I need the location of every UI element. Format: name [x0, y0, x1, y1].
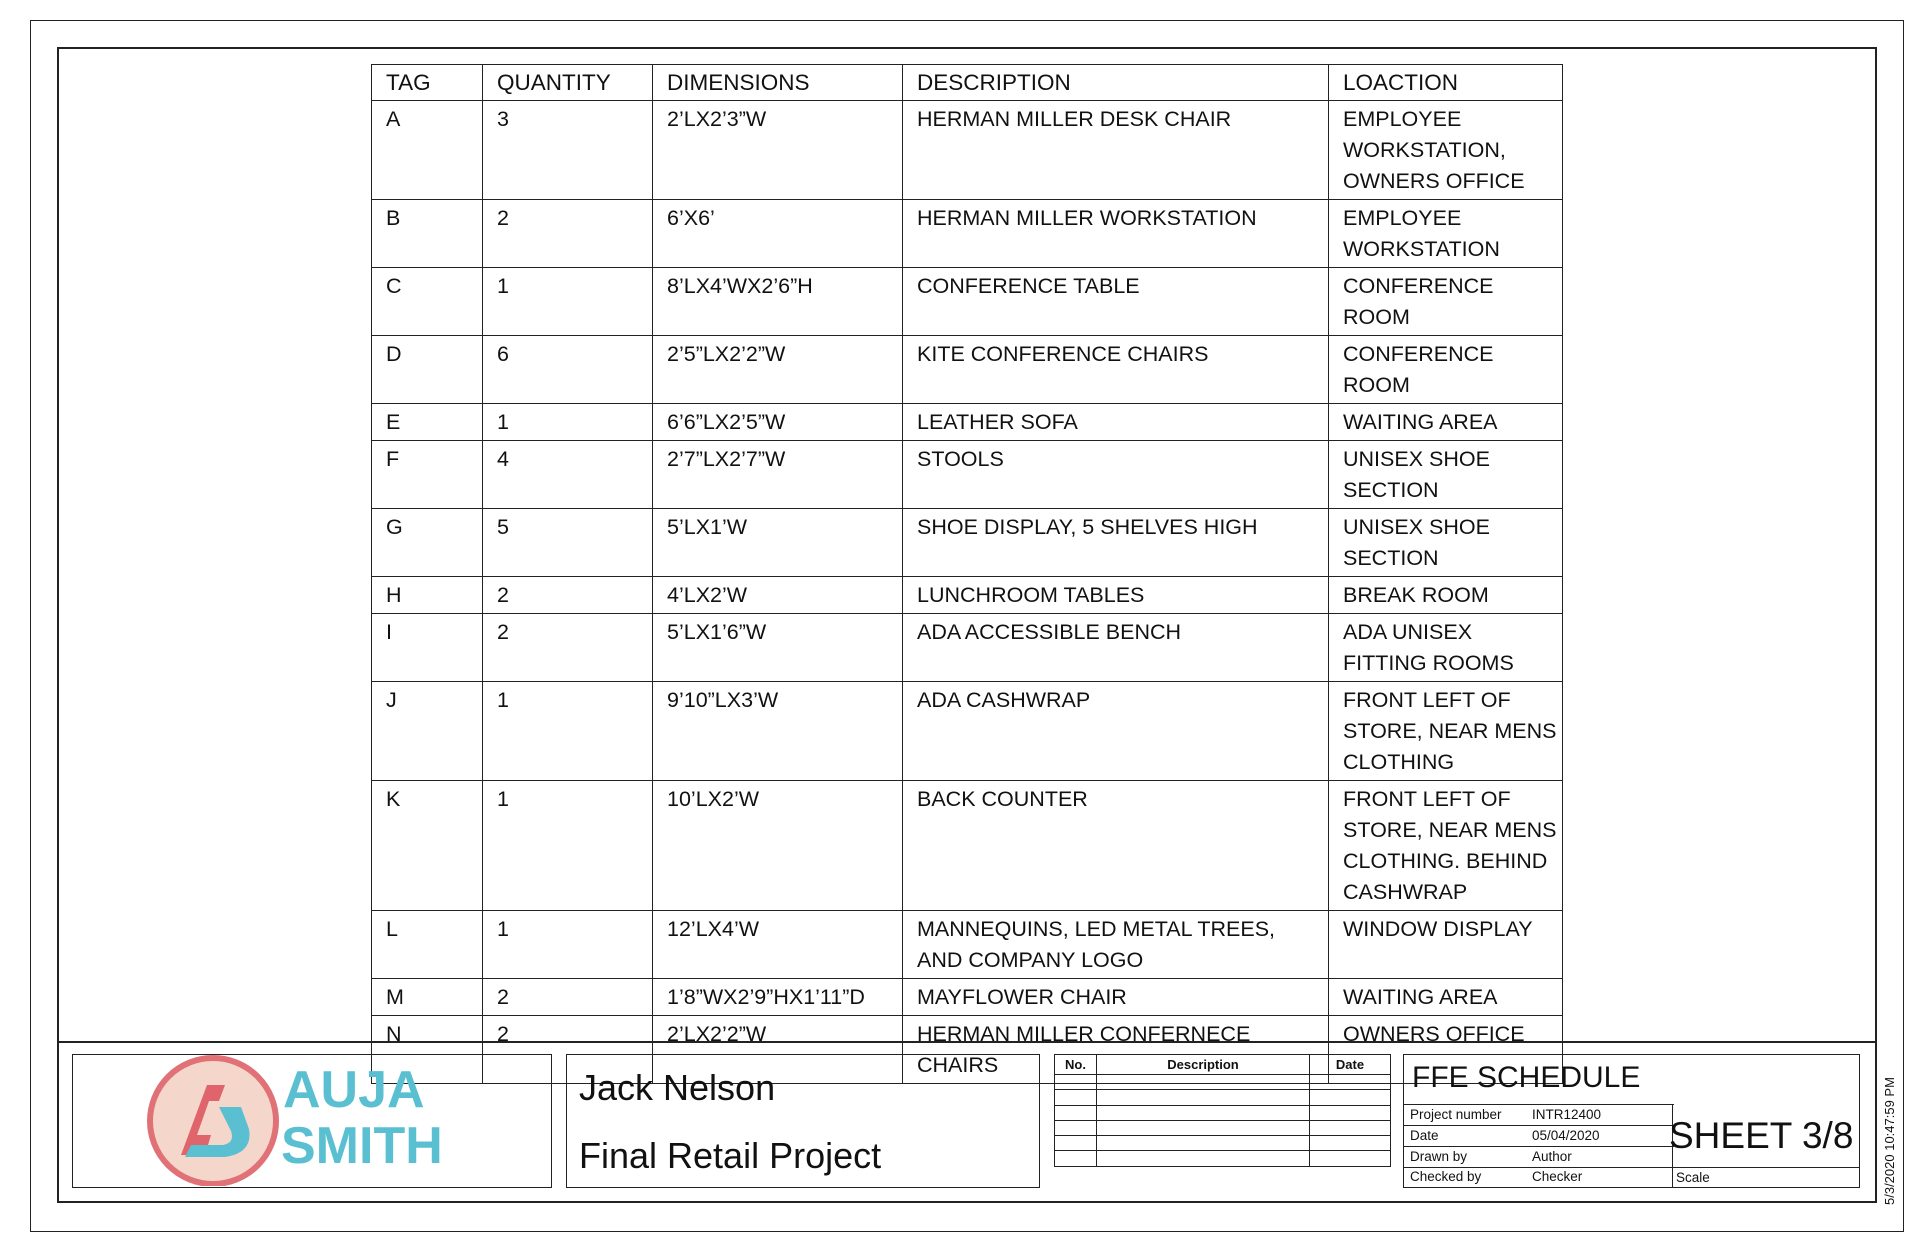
cell-quantity: 2 — [483, 614, 653, 682]
cell-description: MANNEQUINS, LED METAL TREES, AND COMPANY LOGO — [903, 911, 1329, 979]
cell-quantity: 1 — [483, 911, 653, 979]
cell-dimensions: 10’LX2’W — [653, 781, 903, 911]
cell-dimensions: 12’LX4’W — [653, 911, 903, 979]
schedule-header-row — [372, 65, 1563, 101]
cell-dimensions: 2’5”LX2’2”W — [653, 336, 903, 404]
cell-dimensions: 1’8”WX2’9”HX1’11”D — [653, 979, 903, 1016]
drawn-by-value: Author — [1532, 1149, 1572, 1164]
revision-header-no: No. — [1055, 1055, 1097, 1075]
cell-description: HERMAN MILLER CONFERNECE CHAIRS — [903, 1016, 1329, 1084]
project-number-row — [1410, 1105, 1670, 1125]
table-row — [372, 781, 1563, 911]
cell-location: UNISEX SHOE SECTION — [1329, 441, 1563, 509]
revision-cell — [1097, 1105, 1310, 1120]
cell-quantity: 2 — [483, 577, 653, 614]
revision-cell — [1055, 1075, 1097, 1090]
table-row — [372, 441, 1563, 509]
table-row — [372, 404, 1563, 441]
cell-tag: F — [372, 441, 483, 509]
cell-tag: N — [372, 1016, 483, 1084]
revision-table — [1054, 1054, 1391, 1167]
revision-header-description: Description — [1097, 1055, 1310, 1075]
revision-cell — [1310, 1151, 1391, 1166]
revision-cell — [1055, 1120, 1097, 1135]
cell-tag: C — [372, 268, 483, 336]
header-dimensions: DIMENSIONS — [653, 65, 903, 101]
schedule-body — [372, 101, 1563, 1084]
revision-row — [1055, 1075, 1391, 1090]
cell-location: WAITING AREA — [1329, 404, 1563, 441]
cell-tag: I — [372, 614, 483, 682]
header-location: LOACTION — [1329, 65, 1563, 101]
revision-cell — [1097, 1090, 1310, 1105]
cell-quantity: 6 — [483, 336, 653, 404]
revision-cell — [1055, 1090, 1097, 1105]
cell-tag: B — [372, 200, 483, 268]
revision-row — [1055, 1090, 1391, 1105]
revision-cell — [1097, 1151, 1310, 1166]
revision-header-row — [1055, 1055, 1391, 1075]
cell-tag: K — [372, 781, 483, 911]
checked-by-row — [1410, 1167, 1670, 1187]
revision-cell — [1310, 1075, 1391, 1090]
cell-location: CONFERENCE ROOM — [1329, 336, 1563, 404]
cell-location: WINDOW DISPLAY — [1329, 911, 1563, 979]
checked-by-label: Checked by — [1410, 1169, 1482, 1184]
cell-description: CONFERENCE TABLE — [903, 268, 1329, 336]
cell-location: EMPLOYEE WORKSTATION — [1329, 200, 1563, 268]
cell-location: BREAK ROOM — [1329, 577, 1563, 614]
cell-tag: H — [372, 577, 483, 614]
ffe-schedule-table — [371, 64, 1563, 1084]
cell-quantity: 3 — [483, 101, 653, 200]
cell-location: OWNERS OFFICE — [1329, 1016, 1563, 1084]
cell-dimensions: 9’10”LX3’W — [653, 682, 903, 781]
date-label: Date — [1410, 1128, 1439, 1143]
cell-quantity: 2 — [483, 200, 653, 268]
date-row — [1410, 1126, 1670, 1146]
header-description: DESCRIPTION — [903, 65, 1329, 101]
revision-cell — [1097, 1075, 1310, 1090]
sheet-title: FFE SCHEDULE — [1412, 1061, 1641, 1094]
revision-cell — [1055, 1105, 1097, 1120]
cell-dimensions: 4’LX2’W — [653, 577, 903, 614]
cell-dimensions: 2’7”LX2’7”W — [653, 441, 903, 509]
cell-description: HERMAN MILLER WORKSTATION — [903, 200, 1329, 268]
cell-location: ADA UNISEX FITTING ROOMS — [1329, 614, 1563, 682]
cell-quantity: 1 — [483, 404, 653, 441]
cell-location: UNISEX SHOE SECTION — [1329, 509, 1563, 577]
cell-description: LEATHER SOFA — [903, 404, 1329, 441]
cell-location: EMPLOYEE WORKSTATION, OWNERS OFFICE — [1329, 101, 1563, 200]
print-timestamp: 5/3/2020 10:47:59 PM — [1882, 1077, 1897, 1205]
cell-quantity: 1 — [483, 682, 653, 781]
cell-location: FRONT LEFT OF STORE, NEAR MENS CLOTHING — [1329, 682, 1563, 781]
cell-dimensions: 2’LX2’3”W — [653, 101, 903, 200]
cell-dimensions: 8’LX4’WX2’6”H — [653, 268, 903, 336]
drawn-by-label: Drawn by — [1410, 1149, 1468, 1164]
table-row — [372, 101, 1563, 200]
cell-description: STOOLS — [903, 441, 1329, 509]
revision-header-date: Date — [1310, 1055, 1391, 1075]
revision-cell — [1055, 1151, 1097, 1166]
header-quantity: QUANTITY — [483, 65, 653, 101]
revision-row — [1055, 1120, 1391, 1135]
revision-cell — [1310, 1090, 1391, 1105]
cell-description: ADA CASHWRAP — [903, 682, 1329, 781]
logo-text-line1: AUJA — [283, 1061, 425, 1119]
company-logo — [73, 1055, 550, 1186]
header-tag: TAG — [372, 65, 483, 101]
cell-description: SHOE DISPLAY, 5 SHELVES HIGH — [903, 509, 1329, 577]
cell-location: WAITING AREA — [1329, 979, 1563, 1016]
cell-tag: A — [372, 101, 483, 200]
cell-dimensions: 6’X6’ — [653, 200, 903, 268]
cell-quantity: 1 — [483, 268, 653, 336]
project-number-value: INTR12400 — [1532, 1107, 1602, 1122]
cell-description: BACK COUNTER — [903, 781, 1329, 911]
cell-quantity: 2 — [483, 979, 653, 1016]
cell-location: CONFERENCE ROOM — [1329, 268, 1563, 336]
cell-tag: J — [372, 682, 483, 781]
table-row — [372, 911, 1563, 979]
cell-location: FRONT LEFT OF STORE, NEAR MENS CLOTHING. BEHIND CASHWRAP — [1329, 781, 1563, 911]
cell-description: KITE CONFERENCE CHAIRS — [903, 336, 1329, 404]
table-row — [372, 509, 1563, 577]
project-title: Final Retail Project — [579, 1135, 882, 1176]
revision-cell — [1055, 1136, 1097, 1151]
cell-description: ADA ACCESSIBLE BENCH — [903, 614, 1329, 682]
project-number-label: Project number — [1410, 1107, 1502, 1122]
table-row — [372, 200, 1563, 268]
checked-by-value: Checker — [1532, 1169, 1583, 1184]
cell-dimensions: 6’6”LX2’5”W — [653, 404, 903, 441]
table-row — [372, 577, 1563, 614]
scale-label: Scale — [1676, 1170, 1710, 1185]
cell-quantity: 5 — [483, 509, 653, 577]
cell-quantity: 2 — [483, 1016, 653, 1084]
author-name: Jack Nelson — [579, 1067, 776, 1108]
project-name-box — [566, 1054, 1040, 1188]
cell-description: MAYFLOWER CHAIR — [903, 979, 1329, 1016]
table-row — [372, 614, 1563, 682]
cell-quantity: 1 — [483, 781, 653, 911]
cell-tag: L — [372, 911, 483, 979]
cell-tag: G — [372, 509, 483, 577]
revision-row — [1055, 1151, 1391, 1166]
cell-tag: M — [372, 979, 483, 1016]
logo-circle — [150, 1058, 276, 1184]
cell-dimensions: 5’LX1’W — [653, 509, 903, 577]
table-row — [372, 268, 1563, 336]
cell-description: LUNCHROOM TABLES — [903, 577, 1329, 614]
cell-dimensions: 2’LX2’2”W — [653, 1016, 903, 1084]
cell-quantity: 4 — [483, 441, 653, 509]
date-value: 05/04/2020 — [1532, 1128, 1600, 1143]
revision-table-box — [1054, 1054, 1390, 1192]
sheet-number: SHEET 3/8 — [1669, 1115, 1854, 1156]
revision-cell — [1310, 1120, 1391, 1135]
revision-row — [1055, 1136, 1391, 1151]
sheet-info-box — [1403, 1054, 1860, 1188]
table-row — [372, 336, 1563, 404]
revision-body — [1055, 1075, 1391, 1167]
revision-row — [1055, 1105, 1391, 1120]
logo-text-line2: SMITH — [281, 1117, 443, 1175]
revision-cell — [1097, 1136, 1310, 1151]
table-row — [372, 979, 1563, 1016]
cell-dimensions: 5’LX1’6”W — [653, 614, 903, 682]
logo-box — [72, 1054, 552, 1188]
cell-tag: D — [372, 336, 483, 404]
revision-cell — [1310, 1105, 1391, 1120]
revision-cell — [1097, 1120, 1310, 1135]
cell-description: HERMAN MILLER DESK CHAIR — [903, 101, 1329, 200]
table-row — [372, 682, 1563, 781]
revision-cell — [1310, 1136, 1391, 1151]
drawn-by-row — [1410, 1147, 1670, 1167]
cell-tag: E — [372, 404, 483, 441]
